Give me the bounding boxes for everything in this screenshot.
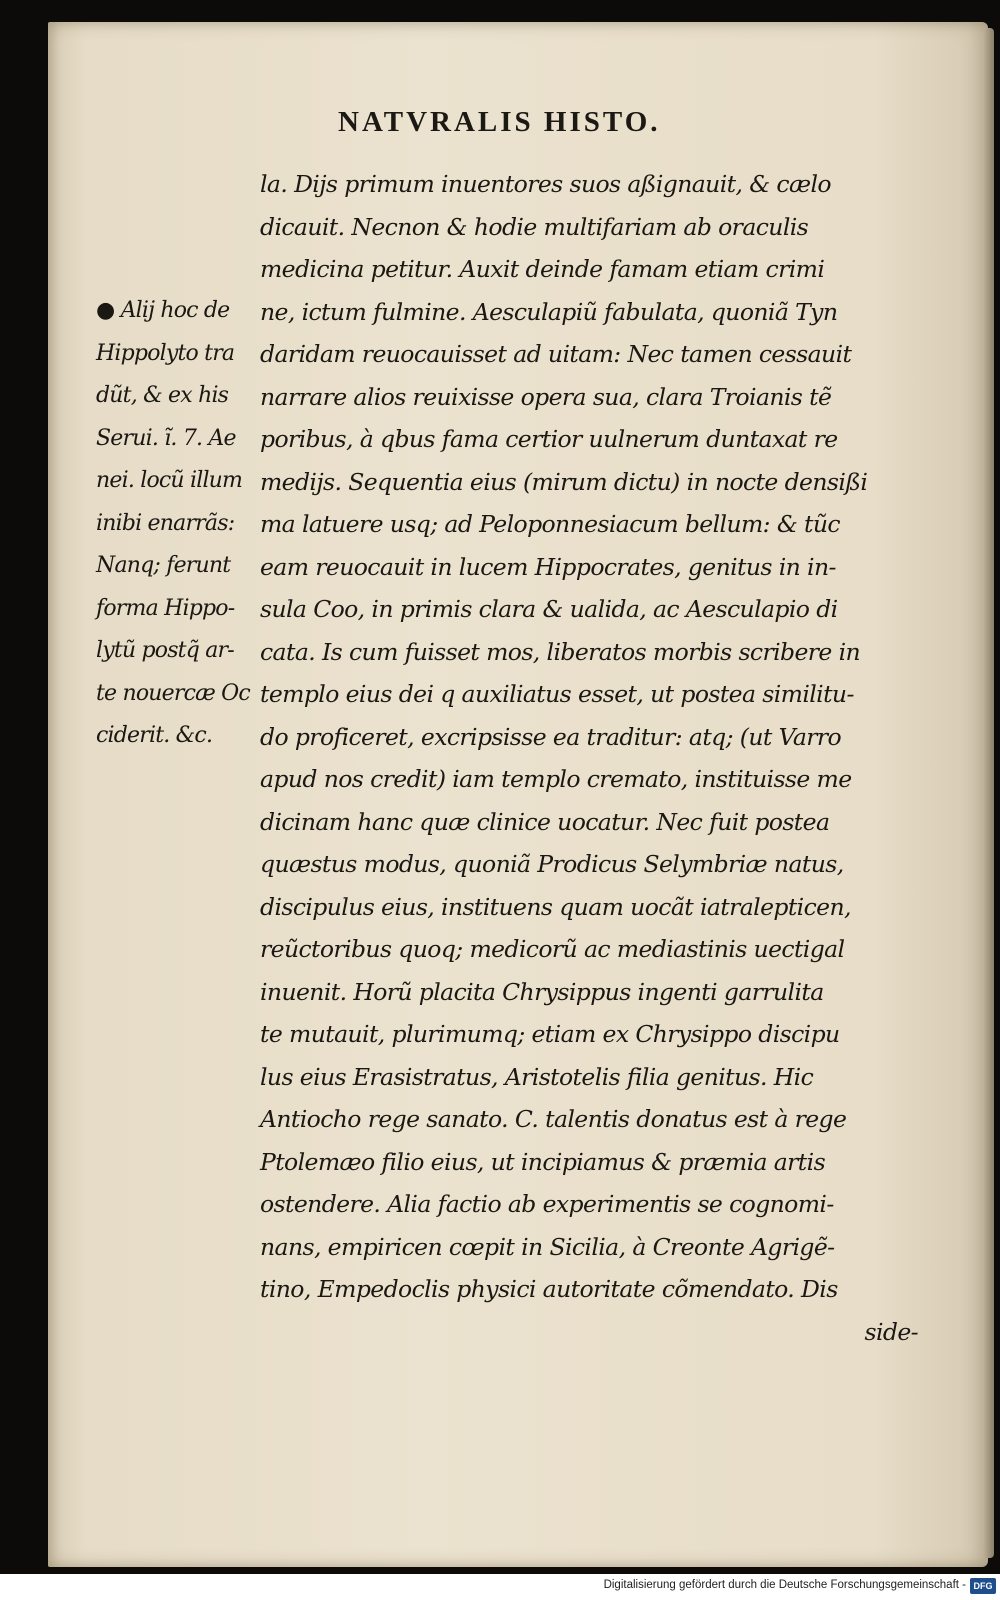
marginal-line: inibi enarrãs: (96, 510, 235, 536)
marginal-line: ● Alij hoc de (96, 298, 230, 323)
text-line: lus eius Erasistratus, Aristotelis filia genitus. Hic (260, 1062, 814, 1091)
text-line: Ptolemæo filio eius, ut incipiamus & præmia artis (260, 1147, 826, 1176)
text-line: cata. Is cum fuisset mos, liberatos morbis scribere in (260, 637, 861, 666)
main-text-column (260, 163, 940, 1353)
running-head: NATVRALIS HISTO. (338, 106, 661, 138)
marginal-line: Serui. ĩ. 7. Ae (96, 425, 236, 451)
text-line: narrare alios reuixisse opera sua, clara Troianis tẽ (260, 382, 832, 411)
marginal-note (96, 290, 276, 758)
marginal-line: lytũ postq̃ ar- (96, 638, 234, 663)
text-line: eam reuocauit in lucem Hippocrates, genitus in in- (260, 552, 836, 581)
marginal-line: forma Hippo- (96, 595, 235, 621)
funding-credit: Digitalisierung gefördert durch die Deutsche Forschungsgemeinschaft - (603, 1579, 966, 1591)
text-line: medijs. Sequentia eius (mirum dictu) in nocte densißi (260, 467, 868, 496)
text-line: sula Coo, in primis clara & ualida, ac Aesculapio di (260, 595, 838, 623)
text-line: dicauit. Necnon & hodie multifariam ab oraculis (260, 212, 809, 241)
text-line: do proficeret, excripsisse ea traditur: atq; (ut Varro (260, 722, 842, 751)
text-line: nans, empiricen cœpit in Sicilia, à Creonte Agrigẽ- (260, 1232, 835, 1261)
digitization-footer (0, 1574, 1000, 1600)
text-line: la. Dijs primum inuentores suos aßignauit, & cælo (260, 170, 831, 198)
text-line: ostendere. Alia factio ab experimentis se cognomi- (260, 1190, 834, 1218)
text-line: Antiocho rege sanato. C. talentis donatus est à rege (260, 1105, 847, 1133)
text-line: discipulus eius, instituens quam uocãt iatralepticen, (260, 892, 851, 921)
text-line: tino, Empedoclis physici autoritate cõmendato. Dis (260, 1275, 838, 1303)
catchword: side- (864, 1317, 918, 1346)
text-line: poribus, à qbus fama certior uulnerum duntaxat re (260, 425, 838, 453)
marginal-line: ciderit. &c. (96, 723, 213, 748)
marginal-line: Hippolyto tra (96, 340, 235, 366)
text-line: ne, ictum fulmine. Aesculapiũ fabulata, quoniã Tyn (260, 297, 838, 326)
text-line: te mutauit, plurimumq; etiam ex Chrysippo discipu (260, 1020, 840, 1048)
marginal-line: Nanq; ferunt (96, 553, 231, 578)
text-line: dicinam hanc quæ clinice uocatur. Nec fuit postea (260, 807, 830, 836)
marginal-line: dũt, & ex his (96, 383, 229, 408)
text-line: ma latuere usq; ad Peloponnesiacum bellum: & tũc (260, 510, 840, 538)
text-line: inuenit. Horũ placita Chrysippus ingenti garrulita (260, 977, 824, 1006)
marginal-line: nei. locũ illum (96, 468, 243, 493)
text-line: apud nos credit) iam templo cremato, instituisse me (260, 765, 852, 793)
text-line: medicina petitur. Auxit deinde famam etiam crimi (260, 255, 825, 283)
marginal-line: te nouercæ Oc (96, 680, 250, 706)
page-edge (984, 28, 994, 1558)
text-line: reũctoribus quoq; medicorũ ac mediastinis uectigal (260, 935, 845, 963)
text-line: templo eius dei q auxiliatus esset, ut postea similitu- (260, 680, 854, 708)
text-line: daridam reuocauisset ad uitam: Nec tamen cessauit (260, 340, 852, 368)
dfg-logo: DFG (970, 1578, 996, 1594)
text-line: quæstus modus, quoniã Prodicus Selymbriæ natus, (260, 850, 844, 878)
